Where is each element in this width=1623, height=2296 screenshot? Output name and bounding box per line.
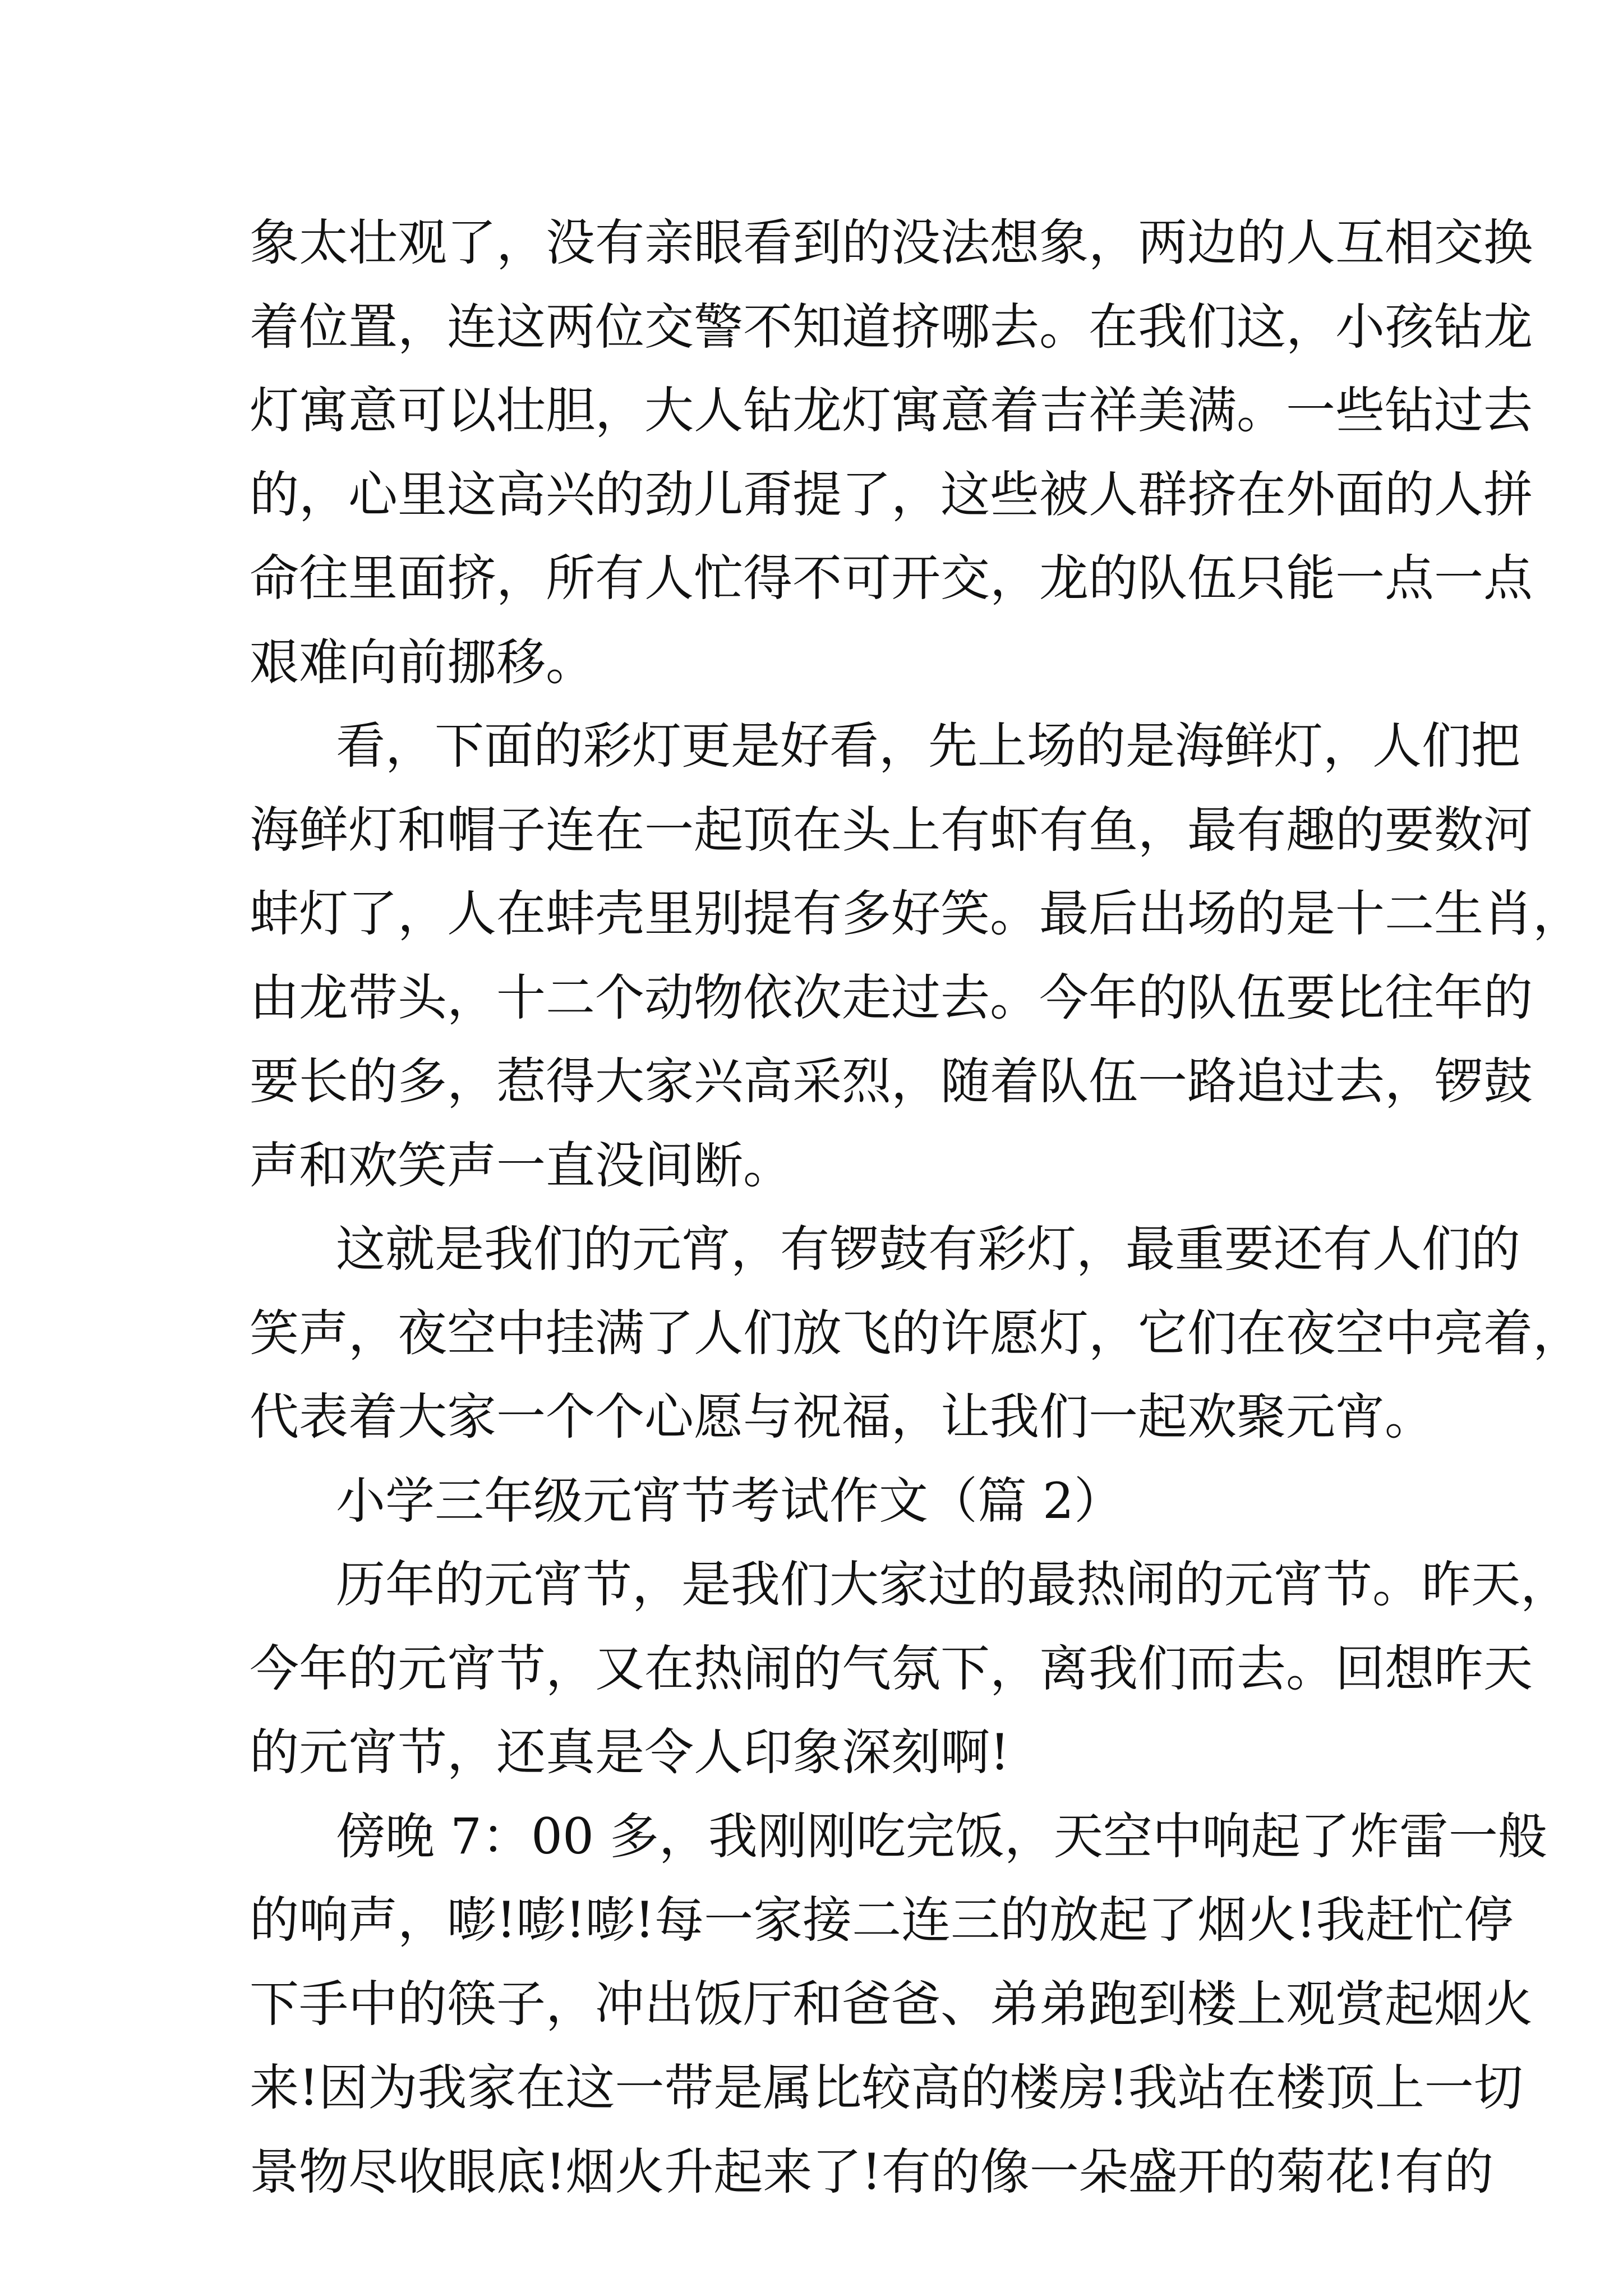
text-line: 的，心里这高兴的劲儿甭提了，这些被人群挤在外面的人拼: [250, 465, 1533, 523]
text-line: 象太壮观了，没有亲眼看到的没法想象，两边的人互相交换: [250, 214, 1533, 272]
text-line: 声和欢笑声一直没间断。: [250, 1136, 793, 1194]
text-line: 来!因为我家在这一带是属比较高的楼房!我站在楼顶上一切: [250, 2059, 1523, 2116]
text-line: 代表着大家一个个心愿与祝福，让我们一起欢聚元宵。: [250, 1388, 1435, 1446]
text-line: 历年的元宵节，是我们大家过的最热闹的元宵节。昨天，: [336, 1556, 1570, 1613]
text-line: 今年的元宵节，又在热闹的气氛下，离我们而去。回想昨天: [250, 1639, 1533, 1697]
text-line: 蚌灯了，人在蚌壳里别提有多好笑。最后出场的是十二生肖，: [250, 885, 1583, 942]
text-line: 看，下面的彩灯更是好看，先上场的是海鲜灯，人们把: [336, 717, 1521, 775]
text-line: 的响声，嘭!嘭!嘭!每一家接二连三的放起了烟火!我赶忙停: [250, 1891, 1514, 1949]
text-line: 的元宵节，还真是令人印象深刻啊!: [250, 1723, 1010, 1781]
essay-body: [250, 201, 1583, 2214]
text-line: 要长的多，惹得大家兴高采烈，随着队伍一路追过去，锣鼓: [250, 1052, 1533, 1110]
text-line: 笑声，夜空中挂满了人们放飞的许愿灯，它们在夜空中亮着，: [250, 1304, 1583, 1362]
text-line: 海鲜灯和帽子连在一起顶在头上有虾有鱼，最有趣的要数河: [250, 800, 1533, 859]
text-line: 这就是我们的元宵，有锣鼓有彩灯，最重要还有人们的: [336, 1220, 1521, 1278]
text-line: 灯寓意可以壮胆，大人钻龙灯寓意着吉祥美满。一些钻过去: [250, 381, 1533, 439]
text-line: 命往里面挤，所有人忙得不可开交，龙的队伍只能一点一点: [250, 549, 1533, 607]
text-line: 傍晚 7：00 多，我刚刚吃完饭，天空中响起了炸雷一般: [336, 1807, 1547, 1865]
text-line: 着位置，连这两位交警不知道挤哪去。在我们这，小孩钻龙: [250, 297, 1533, 356]
text-line: 小学三年级元宵节考试作文（篇 2）: [336, 1471, 1123, 1530]
text-line: 艰难向前挪移。: [250, 633, 596, 691]
text-line: 下手中的筷子，冲出饭厅和爸爸、弟弟跑到楼上观赏起烟火: [250, 1975, 1533, 2033]
text-line: 由龙带头，十二个动物依次走过去。今年的队伍要比往年的: [250, 968, 1533, 1027]
text-line: 景物尽收眼底!烟火升起来了!有的像一朵盛开的菊花!有的: [250, 2142, 1494, 2201]
